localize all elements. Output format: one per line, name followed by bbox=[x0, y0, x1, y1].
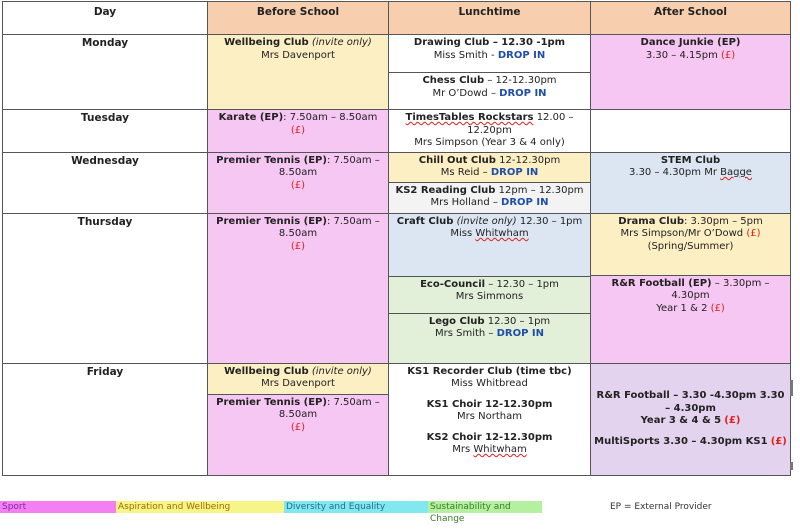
mon-lunch2-title: Chess Club bbox=[422, 75, 485, 86]
thu-lunch-eco-cell bbox=[389, 276, 591, 313]
fri-lunch-a-who: Miss Whitbread bbox=[451, 378, 528, 389]
wed-before-title: Premier Tennis (EP) bbox=[216, 154, 327, 166]
legend-diversity-equality: Diversity and Equality bbox=[284, 501, 430, 513]
tue-lunch-time: 12.00 – 12.20pm bbox=[467, 112, 574, 136]
thu-after-drama-cell bbox=[591, 213, 791, 275]
tue-lunch-title: TimesTables Rockstars bbox=[405, 112, 534, 123]
thu-lunch3-time: 12.30 – 1pm bbox=[487, 315, 551, 327]
mon-lunch2-who: Mr O’Dowd – bbox=[432, 87, 496, 99]
mon-after-title: Dance Junkie (EP) bbox=[640, 37, 741, 48]
legend-aspiration-wellbeing: Aspiration and Wellbeing bbox=[116, 501, 286, 513]
day-thursday: Thursday bbox=[3, 213, 208, 363]
thu-after2-title: R&R Football (EP) bbox=[611, 277, 712, 289]
day-friday: Friday bbox=[3, 363, 208, 475]
wed-lunch-reading-cell bbox=[389, 182, 591, 213]
tue-lunch-cell bbox=[389, 110, 591, 153]
thu-lunch1-who2: Whitwham bbox=[475, 228, 529, 239]
header-after-school: After School bbox=[591, 2, 791, 35]
cost-marker: (£) bbox=[724, 415, 741, 426]
thu-lunch-craft-cell bbox=[389, 213, 591, 276]
tue-before-cell bbox=[208, 110, 389, 153]
thu-after1-title: Drama Club bbox=[618, 215, 684, 227]
mon-lunch-drawing-cell bbox=[389, 35, 591, 73]
thu-lunch1-time: 12.30 – 1pm bbox=[519, 215, 583, 227]
fri-lunch-cell bbox=[389, 363, 591, 475]
thu-lunch1-who: Miss bbox=[450, 228, 473, 239]
fri-after-cell bbox=[591, 363, 791, 475]
wed-lunch2-who: Mrs Holland – bbox=[430, 197, 498, 208]
wed-lunch2-time: 12pm – 12.30pm bbox=[498, 184, 584, 196]
external-provider-note: EP = External Provider bbox=[610, 502, 712, 512]
thu-lunch3-who: Mrs Smith – bbox=[434, 328, 494, 339]
cost-marker: (£) bbox=[290, 240, 306, 252]
drop-in-badge: DROP IN bbox=[496, 328, 545, 339]
cost-marker: (£) bbox=[746, 228, 761, 239]
thu-before-cell bbox=[208, 213, 389, 363]
drop-in-badge: DROP IN bbox=[499, 87, 547, 99]
mon-before-title: Wellbeing Club bbox=[224, 37, 309, 48]
fri-lunch-b-title: KS1 Choir 12-12.30pm bbox=[426, 398, 553, 410]
thu-after1-time: : 3.30pm – 5pm bbox=[683, 215, 763, 227]
thu-after1-who: Mrs Simpson/Mr O’Dowd bbox=[620, 228, 744, 239]
thu-before-title: Premier Tennis (EP) bbox=[216, 215, 327, 227]
header-before-school: Before School bbox=[208, 2, 389, 35]
fri-before2-time: : 7.50am – 8.50am bbox=[278, 396, 380, 420]
fri-lunch-c-who2: Whitwham bbox=[473, 444, 527, 455]
page-edge-marker bbox=[790, 462, 793, 470]
thu-lunch1-title: Craft Club bbox=[396, 215, 454, 227]
mon-after-cell bbox=[591, 35, 791, 110]
drop-in-badge: DROP IN bbox=[497, 49, 546, 61]
drop-in-badge: DROP IN bbox=[490, 167, 539, 178]
thu-lunch1-note: (invite only) bbox=[456, 215, 517, 227]
cost-marker: (£) bbox=[290, 124, 306, 136]
day-tuesday: Tuesday bbox=[3, 110, 208, 153]
fri-after-b-title: MultiSports 3.30 – 4.30pm KS1 bbox=[594, 435, 768, 447]
fri-before-wellbeing-cell bbox=[208, 363, 389, 394]
thu-lunch3-title: Lego Club bbox=[428, 315, 485, 327]
header-day: Day bbox=[3, 2, 208, 35]
fri-lunch-c-title: KS2 Choir 12-12.30pm bbox=[426, 431, 553, 443]
wed-lunch1-title: Chill Out Club bbox=[418, 154, 496, 166]
wed-before-time: : 7.50am – 8.50am bbox=[278, 154, 380, 178]
fri-before1-who: Mrs Davenport bbox=[261, 378, 335, 389]
cost-marker: (£) bbox=[770, 435, 787, 447]
thu-after2-who: Year 1 & 2 bbox=[656, 302, 708, 314]
thu-before-time: : 7.50am – 8.50am bbox=[278, 215, 380, 239]
page-edge-marker bbox=[790, 380, 793, 396]
wed-lunch1-who: Ms Reid – bbox=[440, 167, 488, 178]
tue-before-time: : 7.50am – 8.50am bbox=[283, 112, 378, 123]
thu-lunch2-time: – 12.30 – 1pm bbox=[488, 278, 559, 290]
thu-after1-term: (Spring/Summer) bbox=[647, 240, 734, 252]
thu-lunch2-title: Eco-Council bbox=[420, 278, 486, 290]
mon-before-note: (invite only) bbox=[311, 37, 372, 48]
fri-lunch-a-title: KS1 Recorder Club (time tbc) bbox=[407, 365, 572, 377]
thu-lunch2-who: Mrs Simmons bbox=[455, 291, 524, 302]
cost-marker: (£) bbox=[290, 179, 306, 191]
timetable bbox=[2, 1, 791, 476]
fri-before-tennis-cell bbox=[208, 394, 389, 475]
wed-lunch-chillout-cell bbox=[389, 152, 591, 182]
fri-before1-title: Wellbeing Club bbox=[224, 365, 309, 377]
wed-after-time: 3.30 – 4.30pm Mr bbox=[629, 167, 717, 178]
mon-lunch2-time: – 12-12.30pm bbox=[487, 75, 557, 86]
fri-before2-title: Premier Tennis (EP) bbox=[216, 396, 327, 408]
fri-lunch-c-who: Mrs bbox=[452, 444, 471, 455]
drop-in-badge: DROP IN bbox=[501, 197, 549, 208]
tue-lunch-who: Mrs Simpson (Year 3 & 4 only) bbox=[414, 137, 565, 148]
fri-before1-note: (invite only) bbox=[311, 365, 372, 377]
mon-lunch-chess-cell bbox=[389, 73, 591, 110]
thu-after2-time: – 3.30pm – 4.30pm bbox=[671, 277, 770, 301]
day-monday: Monday bbox=[3, 35, 208, 110]
fri-after-a-who: Year 3 & 4 & 5 bbox=[640, 415, 722, 426]
mon-after-time: 3.30 – 4.15pm bbox=[645, 49, 718, 61]
cost-marker: (£) bbox=[290, 421, 306, 433]
mon-before-cell bbox=[208, 35, 389, 110]
thu-lunch-lego-cell bbox=[389, 313, 591, 363]
legend-sustainability-change: Sustainability and Change bbox=[428, 501, 542, 513]
cost-marker: (£) bbox=[721, 49, 736, 61]
tue-before-title: Karate (EP) bbox=[218, 112, 284, 123]
mon-before-who: Mrs Davenport bbox=[261, 49, 335, 61]
thu-after-football-cell bbox=[591, 275, 791, 363]
fri-after-a-title: R&R Football – 3.30 -4.30pm 3.30 – 4.30pm bbox=[596, 390, 785, 414]
cost-marker: (£) bbox=[710, 302, 725, 314]
wed-lunch2-title: KS2 Reading Club bbox=[395, 184, 496, 196]
mon-lunch1-title: Drawing Club – 12.30 -1pm bbox=[413, 37, 566, 48]
legend-sport: Sport bbox=[0, 501, 118, 513]
mon-lunch1-who: Miss Smith - bbox=[433, 49, 495, 61]
wed-lunch1-time: 12-12.30pm bbox=[499, 154, 561, 166]
wed-before-cell bbox=[208, 152, 389, 213]
wed-after-who: Bagge bbox=[720, 167, 752, 178]
day-wednesday: Wednesday bbox=[3, 152, 208, 213]
fri-lunch-b-who: Mrs Northam bbox=[457, 411, 522, 422]
tue-after-cell bbox=[591, 110, 791, 153]
wed-after-cell bbox=[591, 152, 791, 213]
wed-after-title: STEM Club bbox=[660, 154, 721, 166]
header-lunchtime: Lunchtime bbox=[389, 2, 591, 35]
